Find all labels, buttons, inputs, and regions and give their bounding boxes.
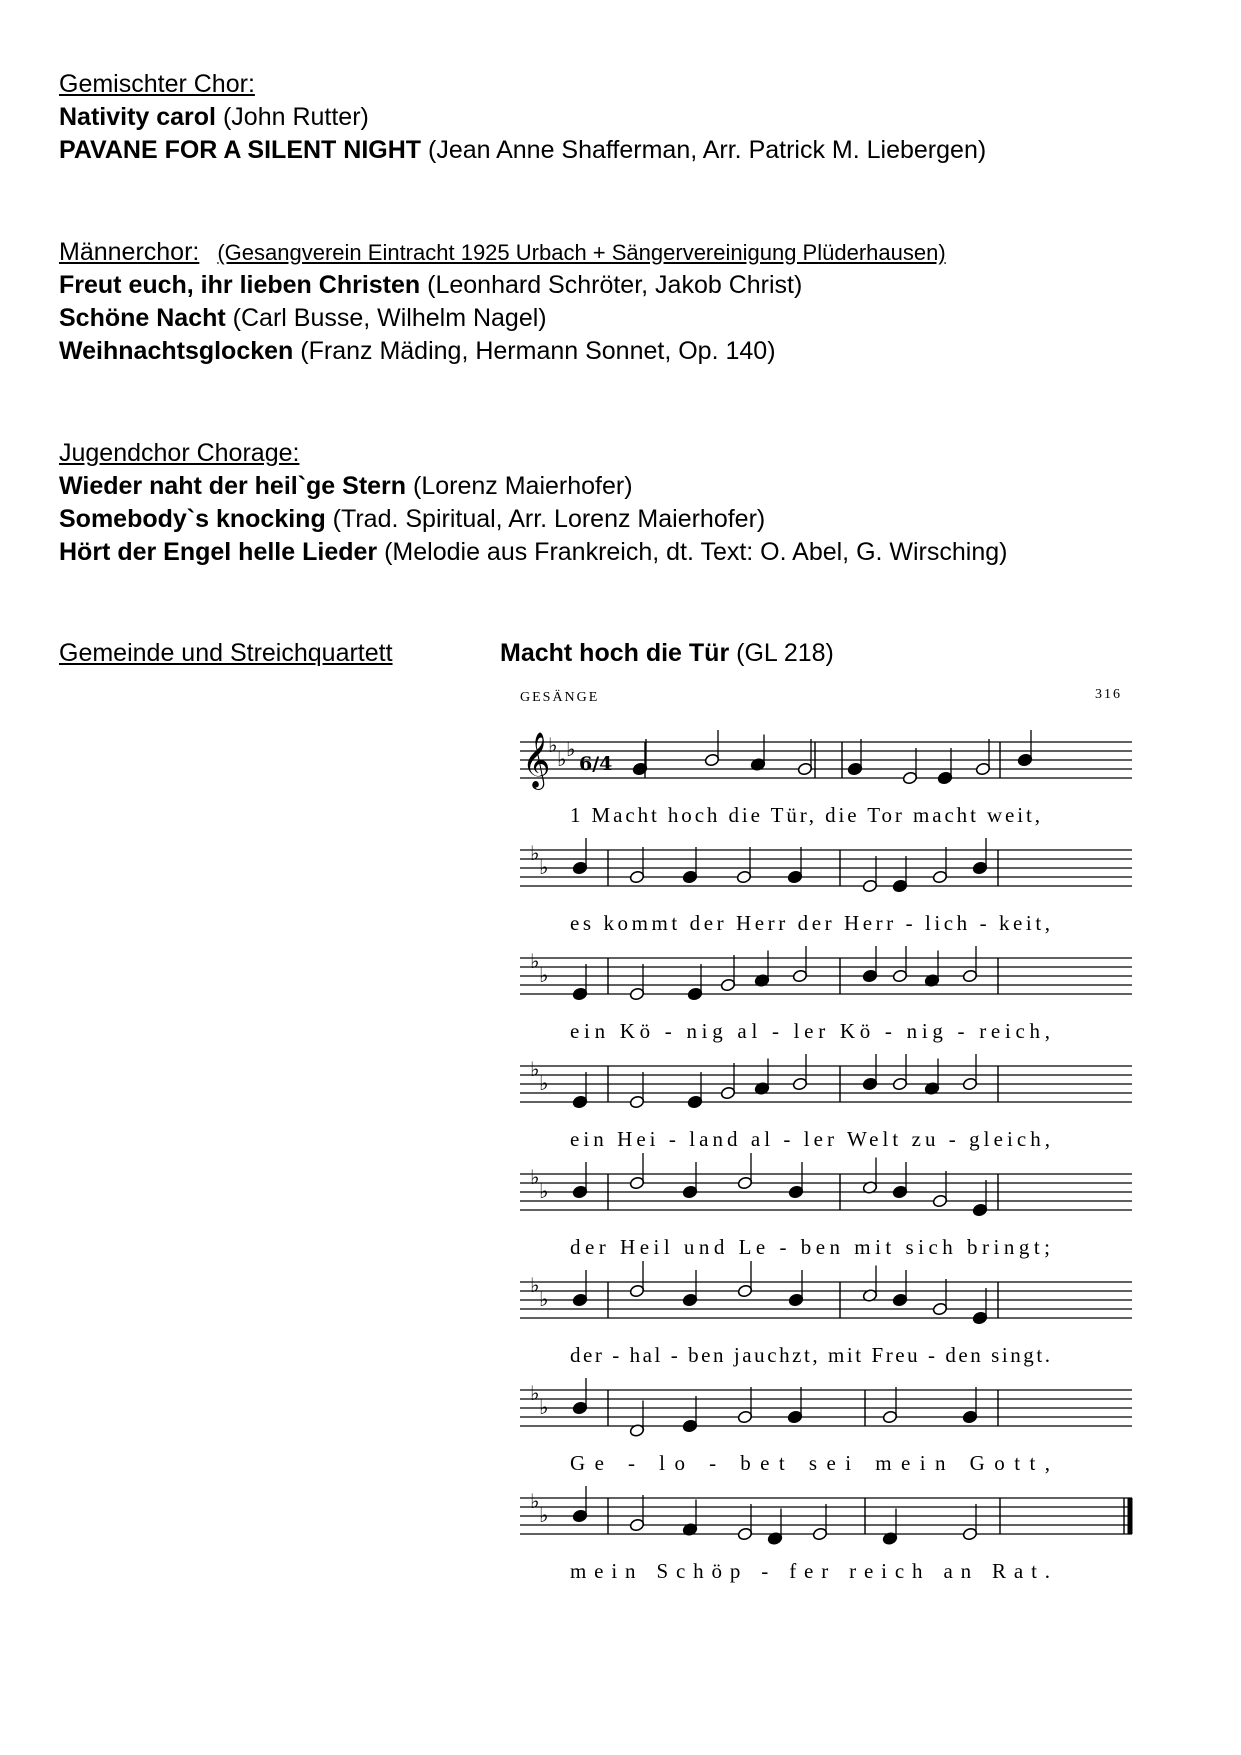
program-item [59,503,1007,536]
staff-system [520,1486,1132,1583]
flat-icon: ♭ [530,1381,540,1405]
flat-icon: ♭ [530,841,540,865]
program-item [59,269,946,302]
hymn-title-line [500,637,834,670]
hymn-reference: (GL 218) [736,639,834,667]
section-heading-row [59,236,946,269]
piece-title: Nativity carol [59,103,217,131]
program-item [59,101,986,134]
flat-icon: ♭ [530,1057,540,1081]
lyric-line: der - hal - ben jauchzt, mit Freu - den singt. [570,1343,1050,1367]
section-heading: Gemischter Chor: [59,70,255,98]
program-item [59,335,946,368]
lyric-line: ein Hei - land al - ler Welt zu - gleich, [570,1127,1050,1151]
hymn-sheet-music [500,680,1160,1680]
lyric-line: mein Schöp - fer reich an Rat. [570,1559,1050,1583]
flat-icon: ♭ [539,963,549,987]
lyric-line: ein Kö - nig al - ler Kö - nig - reich, [570,1019,1050,1043]
staff-system [520,1153,1132,1259]
lyric-line: es kommt der Herr der Herr - lich - keit, [570,911,1050,935]
hymn-title: Macht hoch die Tür [500,639,730,667]
piece-credit: (Melodie aus Frankreich, dt. Text: O. Abel, G. Wirsching) [384,538,1008,566]
flat-icon: ♭ [530,1273,540,1297]
flat-icon: ♭ [539,1287,549,1311]
staff-systems [520,730,1132,1583]
flat-icon: ♭ [530,949,540,973]
piece-credit: (Franz Mäding, Hermann Sonnet, Op. 140) [300,337,776,365]
piece-title: Hört der Engel helle Lieder [59,538,378,566]
staff-system [520,946,1132,1043]
lyric-line: der Heil und Le - ben mit sich bringt; [570,1235,1050,1259]
time-signature: 6/4 [579,753,613,775]
piece-credit: (Trad. Spiritual, Arr. Lorenz Maierhofer) [332,505,766,533]
lyric-line: 1 Macht hoch die Tür, die Tor macht weit, [570,803,1040,827]
lyric-line: Ge - lo - bet sei mein Gott, [570,1451,1050,1475]
section-youth-choir [59,437,1007,569]
treble-clef-icon: 𝄞 [522,732,551,788]
piece-title: Weihnachtsglocken [59,337,294,365]
sheet-header: GESÄNGE [520,690,600,705]
piece-credit: (Lorenz Maierhofer) [413,472,633,500]
flat-icon: ♭ [539,1179,549,1203]
flat-icon: ♭ [548,733,558,757]
section-mixed-choir [59,68,986,167]
piece-credit: (John Rutter) [222,103,369,131]
staff-system [520,1261,1132,1367]
piece-title: Freut euch, ihr lieben Christen [59,271,421,299]
flat-icon: ♭ [557,747,567,771]
piece-title: Somebody`s knocking [59,505,326,533]
program-item [59,536,1007,569]
piece-title: Schöne Nacht [59,304,226,332]
flat-icon: ♭ [539,1071,549,1095]
section-heading: Männerchor: [59,238,200,266]
piece-title: PAVANE FOR A SILENT NIGHT [59,136,422,164]
piece-credit: (Jean Anne Shafferman, Arr. Patrick M. Liebergen) [428,136,987,164]
flat-icon: ♭ [539,1503,549,1527]
flat-icon: ♭ [530,1165,540,1189]
page-number: 316 [1095,687,1122,702]
section-heading: Jugendchor Chorage: [59,439,300,467]
staff-system [520,1054,1132,1151]
program-item [59,470,1007,503]
section-male-choir [59,236,946,368]
staff-system [520,1378,1132,1475]
section-heading: Gemeinde und Streichquartett [59,639,393,667]
staff-system [520,838,1132,935]
program-item [59,134,986,167]
section-note: (Gesangverein Eintracht 1925 Urbach + Sängervereinigung Plüderhausen) [217,240,946,265]
program-item [59,302,946,335]
piece-title: Wieder naht der heil`ge Stern [59,472,407,500]
flat-icon: ♭ [530,1489,540,1513]
staff-system [520,730,1132,827]
flat-icon: ♭ [539,855,549,879]
piece-credit: (Carl Busse, Wilhelm Nagel) [232,304,547,332]
flat-icon: ♭ [539,1395,549,1419]
flat-icon: ♭ [566,737,576,761]
piece-credit: (Leonhard Schröter, Jakob Christ) [427,271,803,299]
